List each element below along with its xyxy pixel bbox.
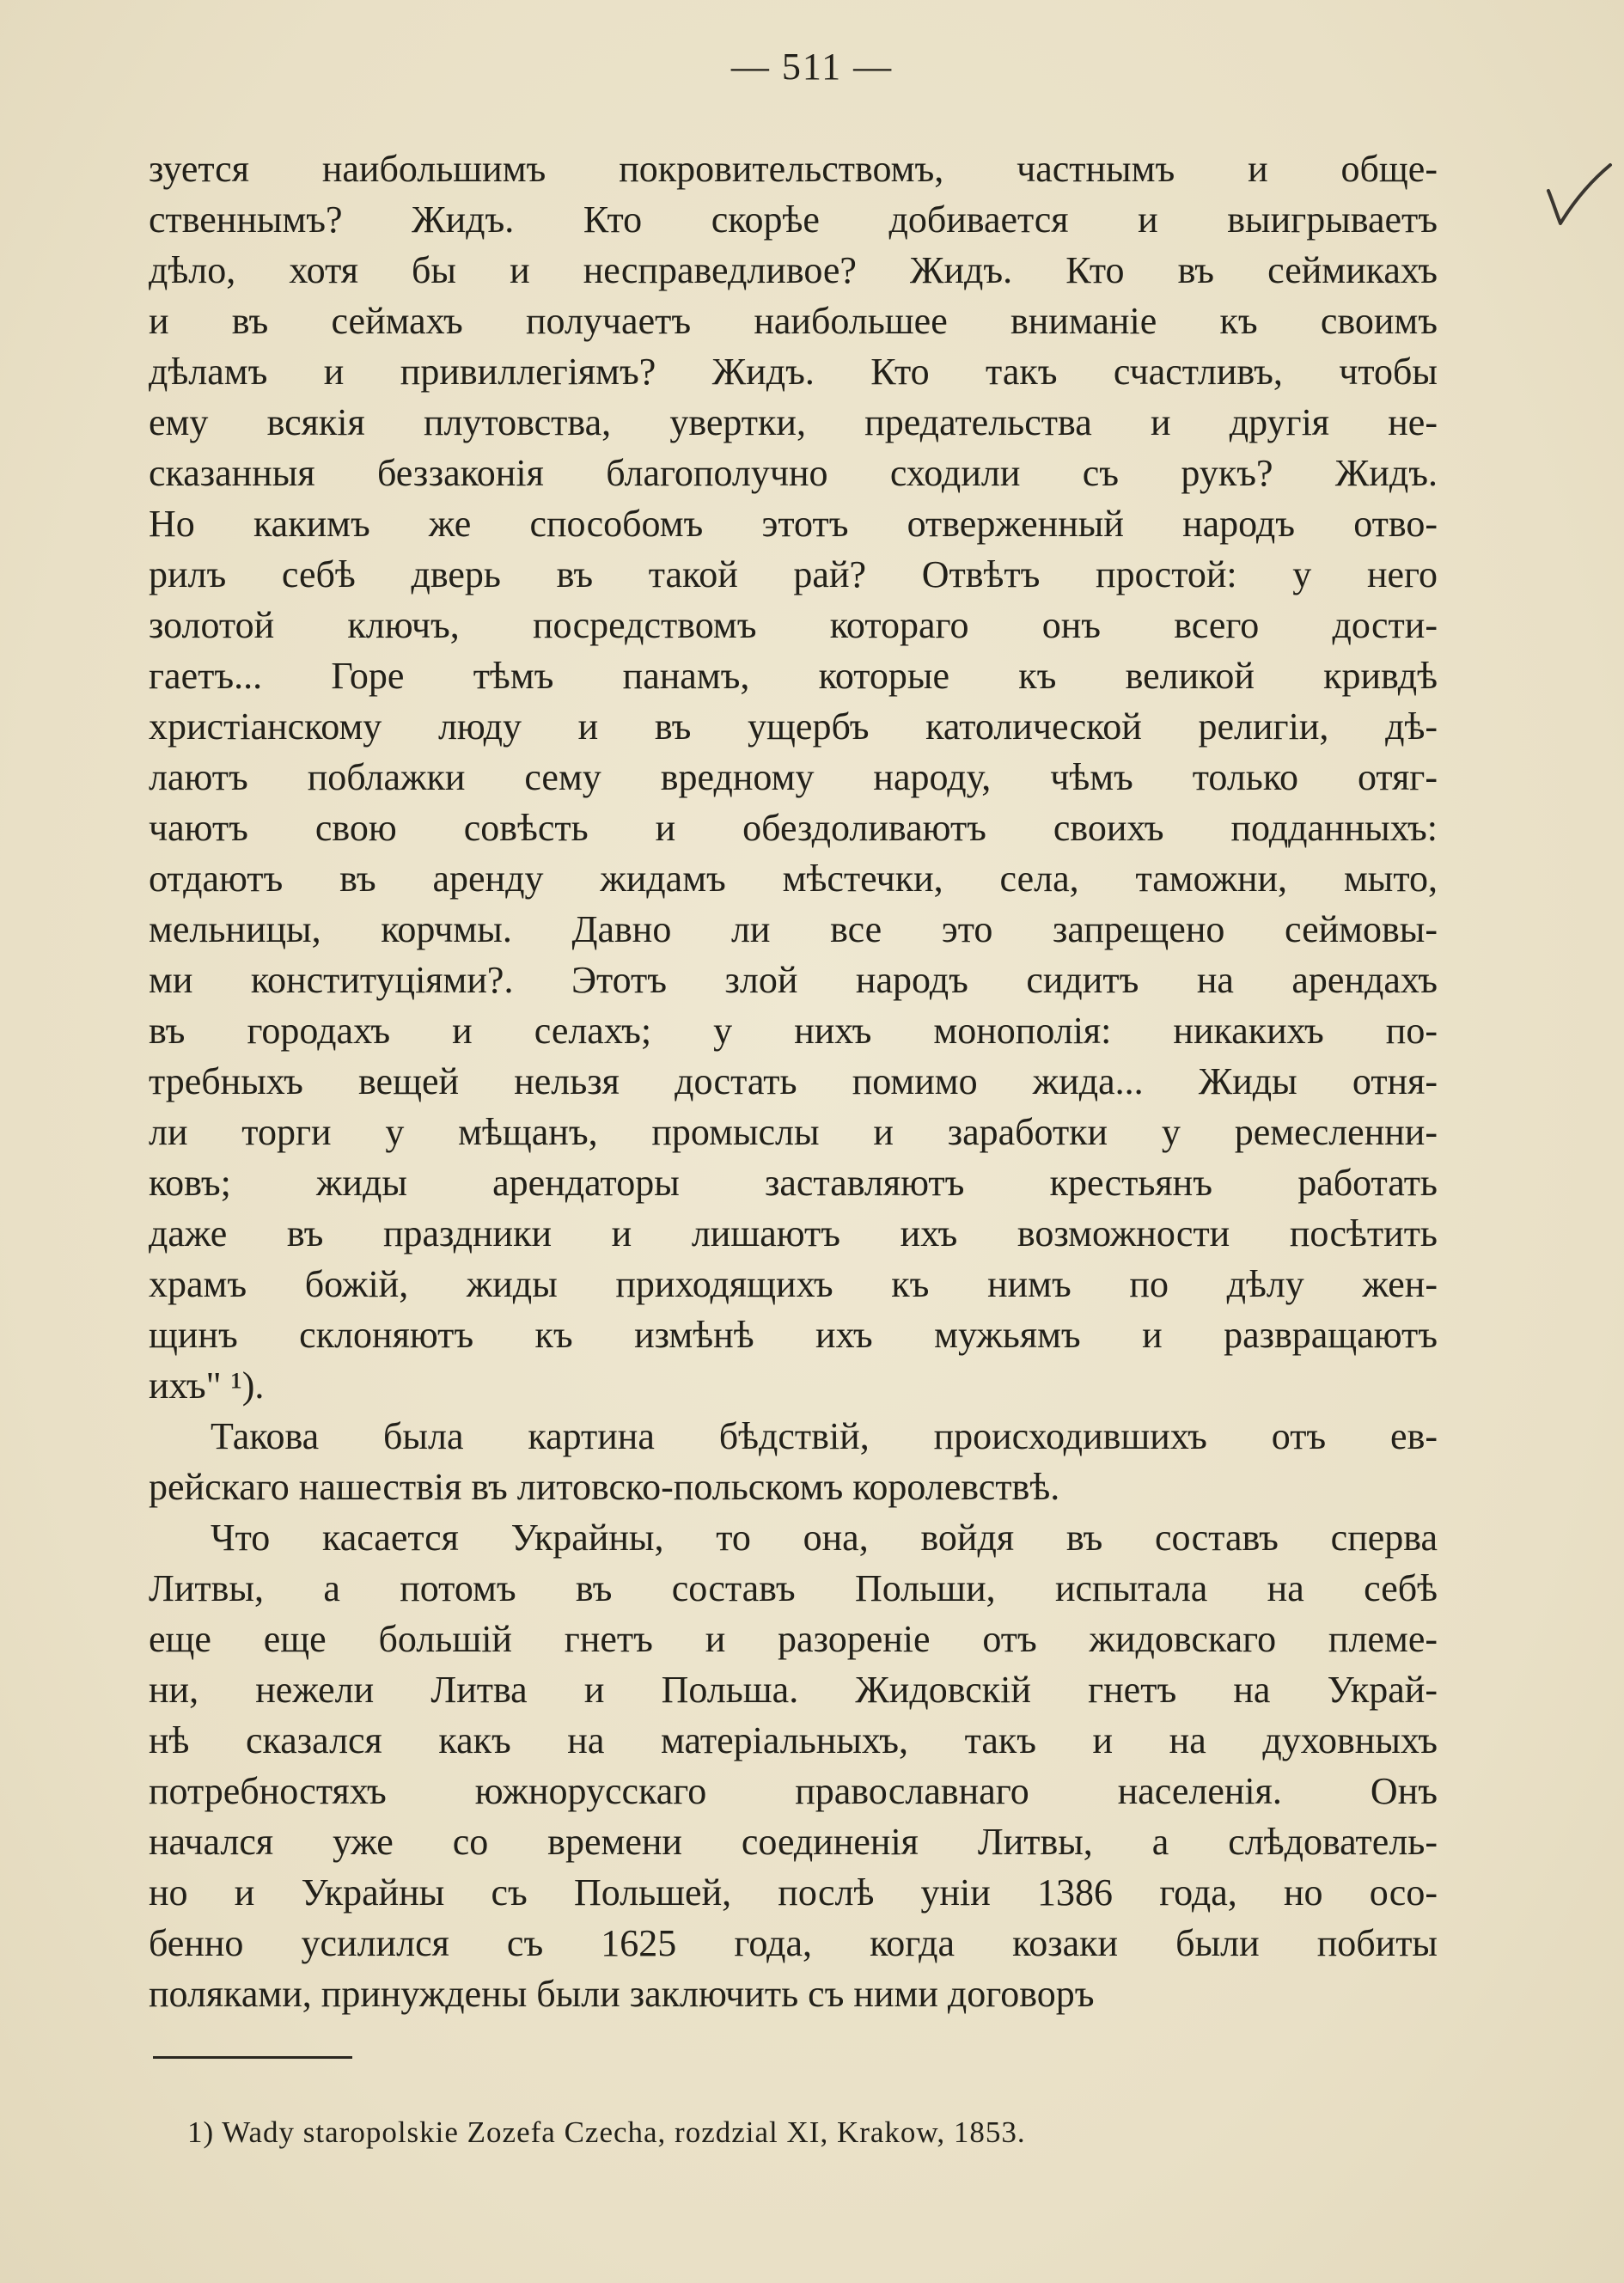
footnote-divider bbox=[153, 2056, 352, 2059]
body-text bbox=[149, 143, 1438, 2019]
paragraph bbox=[149, 1411, 1438, 1512]
text-line: зуется наибольшимъ покровительствомъ, частнымъ и обще- bbox=[149, 148, 1438, 190]
text-line: лаютъ поблажки сему вредному народу, чѣмъ только отяг- bbox=[149, 756, 1438, 798]
text-line: поляками, принуждены были заключить съ ними договоръ bbox=[149, 1973, 1095, 2015]
text-line: христіанскому люду и въ ущербъ католической религіи, дѣ- bbox=[149, 705, 1438, 748]
text-line: ни, нежели Литва и Польша. Жидовскій гнетъ на Украй- bbox=[149, 1669, 1438, 1711]
text-line: храмъ божій, жиды приходящихъ къ нимъ по дѣлу жен- bbox=[149, 1263, 1438, 1305]
handwritten-check-mark bbox=[1538, 156, 1615, 234]
text-line: золотой ключъ, посредствомъ котораго онъ всего дости- bbox=[149, 604, 1438, 646]
text-line: ственнымъ? Жидъ. Кто скорѣе добивается и выигрываетъ bbox=[149, 198, 1438, 241]
text-line: ихъ" ¹). bbox=[149, 1364, 265, 1407]
text-line: требныхъ вещей нельзя достать помимо жида... Жиды отня- bbox=[149, 1060, 1438, 1102]
text-line: чаютъ свою совѣсть и обездоливаютъ своихъ подданныхъ: bbox=[149, 807, 1438, 849]
text-line: дѣламъ и привиллегіямъ? Жидъ. Кто такъ счастливъ, чтобы bbox=[149, 351, 1438, 393]
paragraph bbox=[149, 143, 1438, 1411]
text-line: потребностяхъ южнорусскаго православнаго населенія. Онъ bbox=[149, 1770, 1438, 1812]
text-line: рилъ себѣ дверь въ такой рай? Отвѣтъ простой: у него bbox=[149, 553, 1438, 595]
page-number: — 511 — bbox=[730, 46, 894, 88]
paragraph bbox=[149, 1512, 1438, 2019]
text-line: ему всякія плутовства, увертки, предательства и другія не- bbox=[149, 401, 1438, 443]
text-line: рейскаго нашествія въ литовско-польскомъ королевствѣ. bbox=[149, 1466, 1060, 1508]
text-line: Что касается Украйны, то она, войдя въ составъ сперва bbox=[211, 1517, 1438, 1559]
text-line: нѣ сказался какъ на матеріальныхъ, такъ и на духовныхъ bbox=[149, 1719, 1438, 1761]
text-line: щинъ склоняютъ къ измѣнѣ ихъ мужьямъ и развращаютъ bbox=[149, 1314, 1438, 1356]
text-line: но и Украйны съ Польшей, послѣ уніи 1386 года, но осо- bbox=[149, 1871, 1438, 1914]
text-line: и въ сеймахъ получаетъ наибольшее вниманіе къ своимъ bbox=[149, 300, 1438, 342]
text-line: начался уже со времени соединенія Литвы, а слѣдователь- bbox=[149, 1821, 1438, 1863]
text-line: дѣло, хотя бы и несправедливое? Жидъ. Кто въ сеймикахъ bbox=[149, 249, 1438, 291]
text-line: еще еще большій гнетъ и разореніе отъ жидовскаго племе- bbox=[149, 1618, 1438, 1660]
text-line: Но какимъ же способомъ этотъ отверженный народъ отво- bbox=[149, 503, 1438, 545]
text-line: ли торги у мѣщанъ, промыслы и заработки у ремесленни- bbox=[149, 1111, 1438, 1153]
text-line: Литвы, а потомъ въ составъ Польши, испытала на себѣ bbox=[149, 1567, 1438, 1609]
footnote: 1) Wady staropolskie Zozefa Czecha, rozdzial XI, Krakow, 1853. bbox=[187, 2115, 1026, 2149]
text-line: бенно усилился съ 1625 года, когда козаки были побиты bbox=[149, 1922, 1438, 1964]
text-line: гаетъ... Горе тѣмъ панамъ, которые къ великой кривдѣ bbox=[149, 655, 1438, 697]
text-line: даже въ праздники и лишаютъ ихъ возможности посѣтить bbox=[149, 1212, 1438, 1254]
text-line: ковъ; жиды арендаторы заставляютъ крестьянъ работать bbox=[149, 1162, 1438, 1204]
text-line: ми конституціями?. Этотъ злой народъ сидитъ на арендахъ bbox=[149, 959, 1438, 1001]
text-line: отдаютъ въ аренду жидамъ мѣстечки, села, таможни, мыто, bbox=[149, 858, 1438, 900]
text-line: Такова была картина бѣдствій, происходившихъ отъ ев- bbox=[211, 1415, 1438, 1457]
text-line: въ городахъ и селахъ; у нихъ монополія: никакихъ по- bbox=[149, 1010, 1438, 1052]
text-line: сказанныя беззаконія благополучно сходили съ рукъ? Жидъ. bbox=[149, 452, 1438, 494]
text-line: мельницы, корчмы. Давно ли все это запрещено сеймовы- bbox=[149, 908, 1438, 950]
